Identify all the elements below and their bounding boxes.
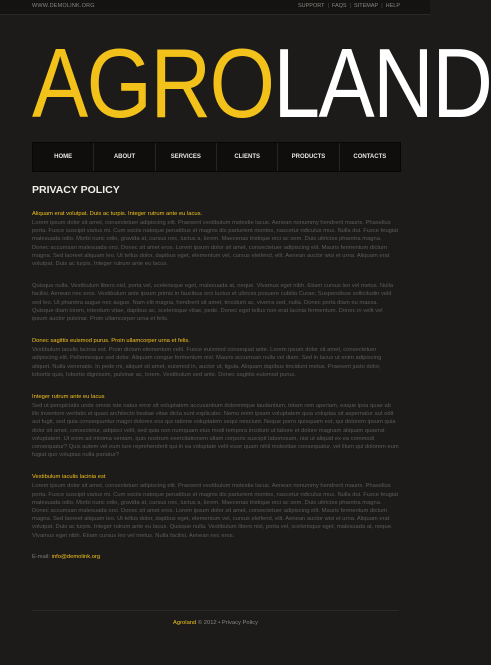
- page-title: PRIVACY POLICY: [32, 184, 120, 196]
- logo-part-land: LAND: [273, 28, 491, 138]
- footer-brand[interactable]: Agroland: [173, 620, 197, 626]
- section-paragraph: Vestibulum iaculis lacinia est. Proin dictum elementum velit. Fusce euismod consequat ante. Lorem ipsum dolor sit amet, consectetuer adipiscing elit. Pellentesque sed dolor. Aliquam congue fermentum nisl. Mauris accumsan nulla vel diam. Sed in lacus ut enim adipiscing aliquet. Nulla venenatis. In pede mi, aliquet sit amet, euismod in, auctor ut, ligula. Aliquam dapibus tincidunt metus. Praesent justo dolor, lobortis quis, lobortis dignissim, pulvinar ac, lorem. Vestibulum sed ante. Donec sagittis euismod purus.: [32, 347, 382, 378]
- top-link-faqs[interactable]: FAQS: [331, 3, 347, 9]
- logo-part-agro: AGRO: [32, 28, 274, 138]
- section-paragraph: Quisque nulla. Vestibulum libero nisl, porta vel, scelerisque eget, malesuada at, neque. Vivamus eget nibh. Etiam cursus leo vel metus. Nulla facilisi. Aenean nec eros. Vestibulum ante ipsum primis in faucibus orci luctus et ultrices posuere cubilia Curae; Suspendisse sollicitudin velit sed leo. Ut pharetra augue nec augue. Nam elit magna, hendrerit sit amet, tincidunt ac, viverra sed, nulla. Donec porta diam eu massa. Quisque diam lorem, interdum vitae, dapibus ac, scelerisque vitae, pede. Donec eget tellus non erat lacinia fermentum. Donec in velit vel ipsum auctor pulvinar. Proin ullamcorper urna et felis.: [32, 283, 394, 323]
- top-link-sitemap[interactable]: SITEMAP: [354, 3, 379, 9]
- site-url: WWW.DEMOLINK.ORG: [32, 3, 95, 9]
- nav-services[interactable]: SERVICES: [156, 143, 217, 171]
- footer-copyright: © 2012 • Privacy Policy: [196, 620, 258, 626]
- contact-email: [32, 554, 399, 560]
- section-lead: Donec sagittis euismod purus. Proin ullamcorper urna et felis.: [32, 338, 190, 345]
- nav-contacts[interactable]: CONTACTS: [353, 154, 387, 160]
- top-link-separator: |: [349, 3, 352, 9]
- section-lead: Aliquam erat volutpat. Duis ac turpis. Integer rutrum ante eu lacus.: [32, 211, 203, 217]
- nav-clients[interactable]: CLIENTS: [217, 143, 278, 171]
- section-paragraph: Lorem ipsum dolor sit amet, consectetuer adipiscing elit. Praesent vestibulum molestie lacus. Aenean nonummy hendrerit mauris. Phasellus porta. Fusce suscipit varius mi. Cum sociis natoque penatibus et magnis dis parturient montes, nascetur ridiculus mus. Nulla dui. Fusce feugiat malesuada odio. Morbi nunc odio, gravida at, cursus nec, luctus a, lorem. Maecenas tristique orci ac sem. Duis ultricies pharetra magna. Donec accumsan malesuada orci. Donec sit amet eros. Lorem ipsum dolor sit amet, consectetuer adipiscing elit. Mauris fermentum dictum magna. Sed laoreet aliquam leo. Ut tellus dolor, dapibus eget, elementum vel, cursus eleifend, elit. Aenean auctor wisi et urna. Aliquam erat volutpat. Duis ac turpis. Integer rutrum ante eu lacus.: [32, 220, 399, 268]
- section-lead: Vestibulum iaculis lacinia est: [32, 474, 106, 481]
- main-nav: [32, 142, 401, 172]
- footer: [32, 610, 399, 626]
- email-link[interactable]: info@demolink.org: [51, 553, 101, 560]
- top-link-separator: |: [381, 3, 383, 9]
- nav-products[interactable]: PRODUCTS: [278, 143, 339, 171]
- top-link-separator: |: [327, 3, 329, 9]
- section-paragraph: Sed ut perspiciatis unde omnis iste natus error sit voluptatem accusantium doloremque laudantium, totam rem aperiam, eaque ipsa quae ab illo inventore veritatis et quasi architecto beatae vitae dicta sunt explicabo. Nemo enim ipsam voluptatem quia voluptas sit aspernatur aut odit aut fugit, sed quia consequuntur magni dolores eos qui ratione voluptatem sequi nesciunt. Neque porro quisquam est, qui dolorem ipsum quia dolor sit amet, consectetur, adipisci velit, sed quia non numquam eius modi tempora incidunt ut labore et dolore magnam aliquam quaerat voluptatem. Ut enim ad minima veniam, quis nostrum exercitationem ullam corporis suscipit laboriosam, nisi ut aliquid ex ea commodi consequatur? Quis autem vel eum iure reprehenderit qui in ea voluptate velit esse quam nihil molestiae consequatur, vel illum qui dolorem eum fugiat quo voluptas nulla pariatur?: [32, 403, 399, 459]
- section-paragraph: Lorem ipsum dolor sit amet, consectetuer adipiscing elit. Praesent vestibulum molestie lacus. Aenean nonummy hendrerit mauris. Phasellus porta. Fusce suscipit varius mi. Cum sociis natoque penatibus et magnis dis parturient montes, nascetur ridiculus mus. Nulla dui. Fusce feugiat malesuada odio. Morbi nunc odio, gravida at, cursus nec, luctus a, lorem. Maecenas tristique orci ac sem. Duis ultricies pharetra magna. Donec accumsan malesuada orci. Donec sit amet eros. Lorem ipsum dolor sit amet, consectetuer adipiscing elit. Mauris fermentum dictum magna. Sed laoreet aliquam leo. Ut tellus dolor, dapibus eget, elementum vel, cursus eleifend, elit. Aenean auctor wisi et urna. Aliquam erat volutpat. Duis ac turpis. Integer rutrum ante eu lacus. Quisque nulla. Vestibulum libero nisl, porta vel, scelerisque eget, malesuada at, neque. Vivamus eget nibh. Etiam cursus leo vel metus. Nulla facilisi. Aenean nec eros.: [32, 483, 399, 539]
- email-label: E-mail:: [32, 553, 51, 560]
- site-logo[interactable]: [32, 28, 491, 138]
- nav-home[interactable]: HOME: [33, 143, 94, 171]
- nav-about[interactable]: ABOUT: [94, 143, 155, 171]
- top-links: [298, 3, 400, 9]
- top-bar: [0, 0, 430, 15]
- top-link-help[interactable]: HELP: [385, 3, 400, 9]
- section-lead: Integer rutrum ante eu lacus: [32, 394, 105, 401]
- top-link-support[interactable]: SUPPORT: [297, 3, 325, 9]
- main-content: [32, 184, 399, 560]
